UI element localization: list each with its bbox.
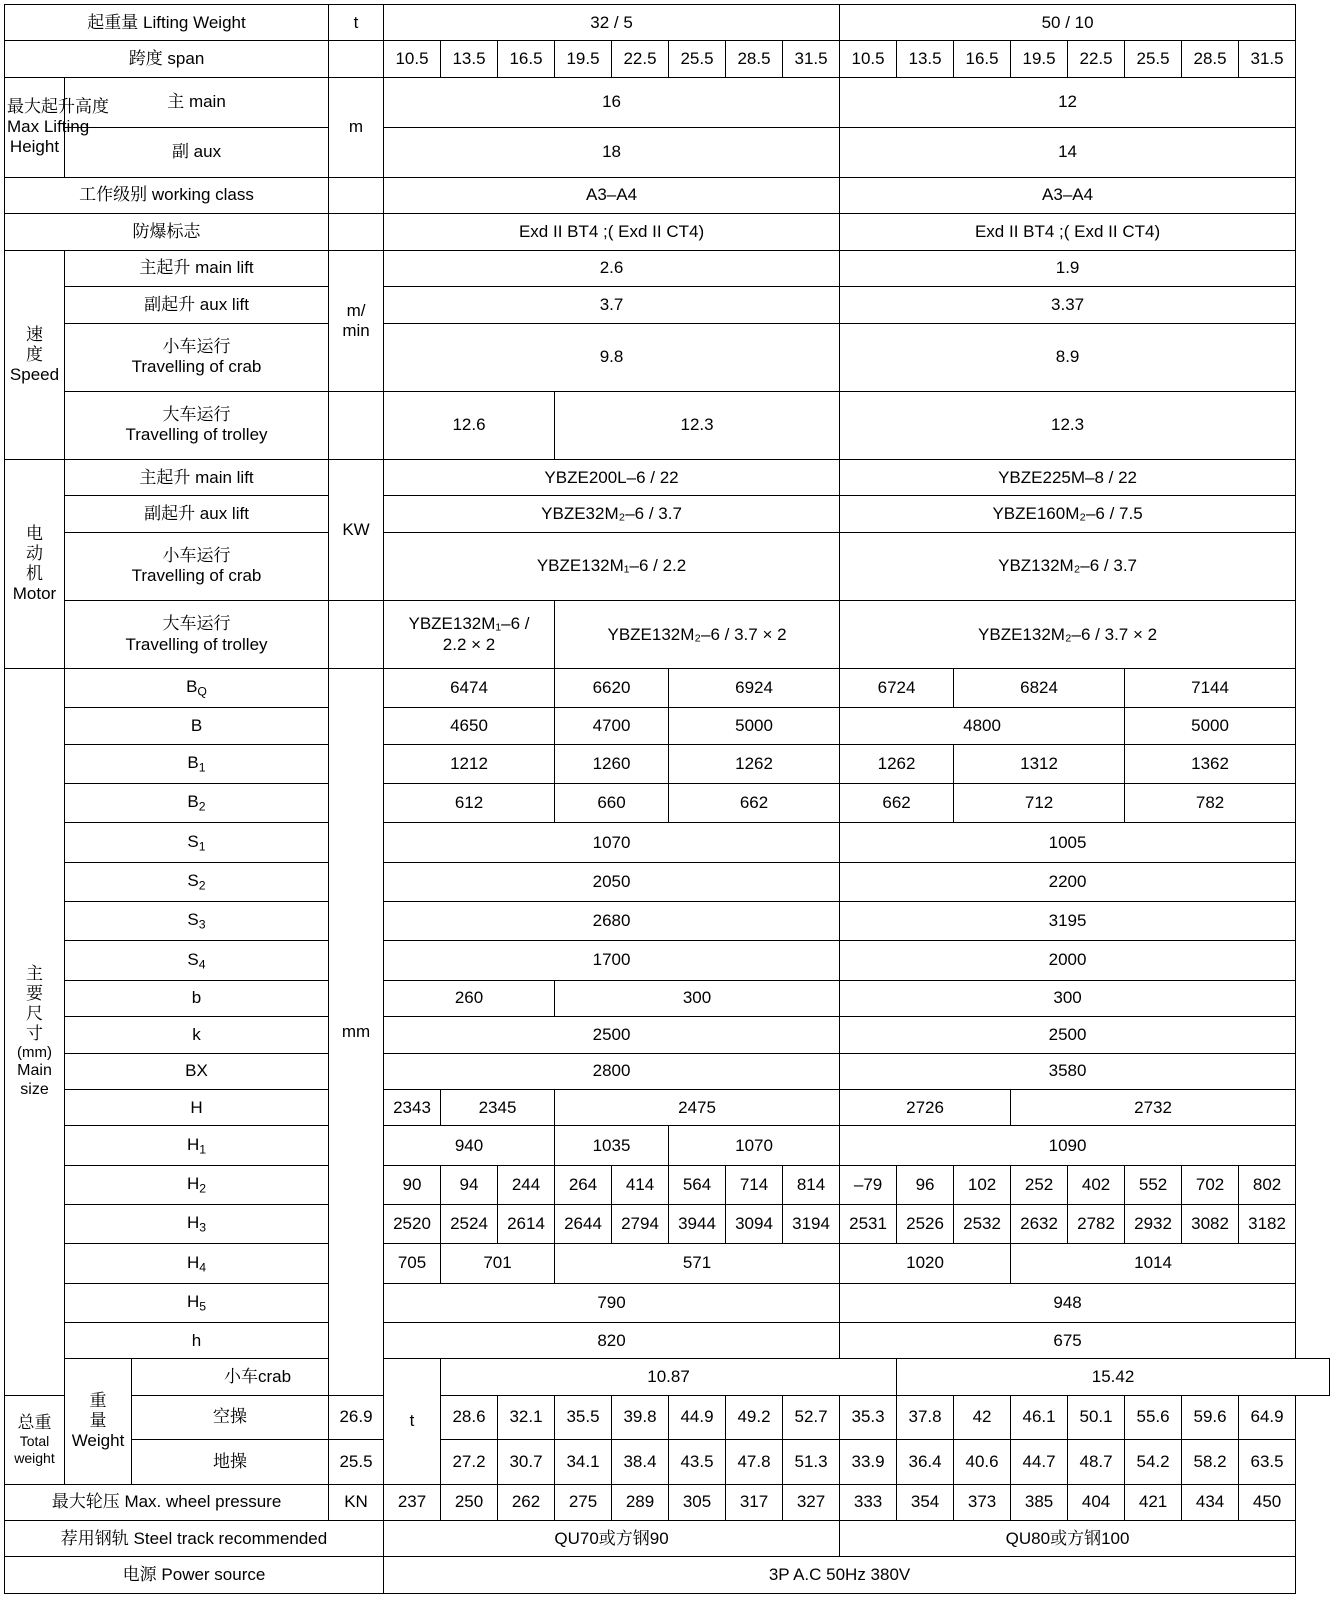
value-H4-g1-0: 705 (384, 1244, 441, 1283)
value-H2-g1-7: 814 (783, 1165, 840, 1204)
value-H3-g2-5: 2932 (1125, 1205, 1182, 1244)
sublabel-size-b: b (65, 980, 329, 1016)
value-speed-aux-lift-g1: 3.7 (384, 287, 840, 323)
value-weight-ground-g1-2: 30.7 (498, 1440, 555, 1484)
value-BX-g1: 2800 (384, 1053, 840, 1089)
value-B2-g1-0: 612 (384, 784, 555, 823)
sublabel-speed-trolley: 大车运行 Travelling of trolley (65, 391, 329, 459)
row-label-max-lifting-height: 最大起升高度 Max Lifting Height (5, 77, 65, 177)
value-H2-g2-4: 402 (1068, 1165, 1125, 1204)
unit-motor: KW (329, 459, 384, 600)
table-row-lifting-weight (5, 5, 1330, 41)
value-steel-track-g2: QU80或方钢100 (840, 1520, 1296, 1556)
value-S3-g2: 3195 (840, 902, 1296, 941)
value-weight-air-g2-5: 55.6 (1125, 1395, 1182, 1439)
value-S1-g2: 1005 (840, 823, 1296, 862)
value-B1-g2-0: 1262 (840, 744, 954, 783)
value-H2-g1-1: 94 (441, 1165, 498, 1204)
value-weight-air-g2-2: 42 (954, 1395, 1011, 1439)
value-weight-ground-g1-4: 38.4 (612, 1440, 669, 1484)
value-speed-trolley-g1a: 12.6 (384, 391, 555, 459)
value-k-g2: 2500 (840, 1017, 1296, 1053)
table-row-weight-crab (5, 1359, 1330, 1395)
value-motor-main-lift-g2: YBZE225M–8 / 22 (840, 459, 1296, 495)
value-motor-trolley-g1a: YBZE132M₁–6 / 2.2 × 2 (384, 600, 555, 668)
value-B1-g1-1: 1260 (555, 744, 669, 783)
value-speed-crab-g2: 8.9 (840, 323, 1296, 391)
row-label-speed: 速 度 Speed (5, 250, 65, 459)
table-row-max-lift-main (5, 77, 1330, 127)
value-b-g1-0: 260 (384, 980, 555, 1016)
sublabel-size-H3: $H_3$ (65, 1205, 329, 1244)
value-weight-ground-g2-2: 40.6 (954, 1440, 1011, 1484)
value-weight-ground-g1-3: 34.1 (555, 1440, 612, 1484)
sublabel-size-B2: $B_2$ (65, 784, 329, 823)
value-H2-g2-3: 252 (1011, 1165, 1068, 1204)
sublabel-size-BQ: $B_Q$ (65, 669, 329, 708)
table-row-size-H2 (5, 1165, 1330, 1204)
value-H3-g1-7: 3194 (783, 1205, 840, 1244)
row-label-power-source: 电源 Power source (5, 1557, 384, 1594)
unit-working-class (329, 177, 384, 213)
sublabel-weight-air: 空操 (132, 1395, 329, 1439)
value-motor-trolley-g2: YBZE132M₂–6 / 3.7 × 2 (840, 600, 1296, 668)
value-H3-g1-1: 2524 (441, 1205, 498, 1244)
row-label-explosion-mark: 防爆标志 (5, 214, 329, 250)
value-B2-g2-0: 662 (840, 784, 954, 823)
value-H3-g2-4: 2782 (1068, 1205, 1125, 1244)
value-H2-g1-3: 264 (555, 1165, 612, 1204)
value-speed-main-lift-g1: 2.6 (384, 250, 840, 286)
value-B-g2-0: 4800 (840, 708, 1125, 744)
table-row-speed-main-lift (5, 250, 1330, 286)
value-H2-g2-1: 96 (897, 1165, 954, 1204)
value-max-lift-aux-g1: 18 (384, 127, 840, 177)
span-g1-5: 25.5 (669, 41, 726, 77)
value-b-g2: 300 (840, 980, 1296, 1016)
value-wheel-g1-7: 327 (783, 1484, 840, 1520)
sublabel-speed-aux-lift: 副起升 aux lift (65, 287, 329, 323)
row-label-motor: 电 动 机 Motor (5, 459, 65, 668)
table-row-size-H (5, 1090, 1330, 1126)
value-weight-ground-g2-1: 36.4 (897, 1440, 954, 1484)
table-row-speed-crab (5, 323, 1330, 391)
value-H3-g2-2: 2532 (954, 1205, 1011, 1244)
value-weight-air-g1-0: 26.9 (329, 1395, 384, 1439)
table-row-max-lift-aux (5, 127, 1330, 177)
value-S4-g1: 1700 (384, 941, 840, 980)
value-weight-ground-g1-1: 27.2 (441, 1440, 498, 1484)
value-BQ-g2-2: 7144 (1125, 669, 1296, 708)
sublabel-motor-aux-lift: 副起升 aux lift (65, 496, 329, 532)
table-row-wheel-pressure (5, 1484, 1330, 1520)
value-H1-g1-1: 1035 (555, 1126, 669, 1165)
value-B-g1-2: 5000 (669, 708, 840, 744)
value-speed-crab-g1: 9.8 (384, 323, 840, 391)
span-g1-4: 22.5 (612, 41, 669, 77)
value-wheel-g1-1: 250 (441, 1484, 498, 1520)
value-weight-air-g2-6: 59.6 (1182, 1395, 1239, 1439)
value-H2-g1-4: 414 (612, 1165, 669, 1204)
value-H-g2-1: 2732 (1011, 1090, 1296, 1126)
value-weight-ground-g1-6: 47.8 (726, 1440, 783, 1484)
value-weight-ground-g2-5: 54.2 (1125, 1440, 1182, 1484)
value-S2-g2: 2200 (840, 862, 1296, 901)
value-H1-g1-0: 940 (384, 1126, 555, 1165)
value-B1-g2-2: 1362 (1125, 744, 1296, 783)
value-b-g1-1: 300 (555, 980, 840, 1016)
value-weight-air-g1-6: 49.2 (726, 1395, 783, 1439)
value-H4-g2-1: 1014 (1011, 1244, 1296, 1283)
value-B1-g1-2: 1262 (669, 744, 840, 783)
table-row-size-B (5, 708, 1330, 744)
sublabel-total-weight: 总重 Total weight (5, 1395, 65, 1484)
value-working-class-g2: A3–A4 (840, 177, 1296, 213)
value-wheel-g1-4: 289 (612, 1484, 669, 1520)
value-weight-ground-g2-0: 33.9 (840, 1440, 897, 1484)
span-g1-2: 16.5 (498, 41, 555, 77)
span-g1-3: 19.5 (555, 41, 612, 77)
value-B2-g1-1: 660 (555, 784, 669, 823)
value-motor-main-lift-g1: YBZE200L–6 / 22 (384, 459, 840, 495)
value-h-g2: 675 (840, 1322, 1296, 1358)
value-H5-g2: 948 (840, 1283, 1296, 1322)
value-speed-main-lift-g2: 1.9 (840, 250, 1296, 286)
value-weight-air-g2-4: 50.1 (1068, 1395, 1125, 1439)
value-explosion-mark-g1: Exd II BT4 ;( Exd II CT4) (384, 214, 840, 250)
table-row-motor-crab (5, 532, 1330, 600)
unit-wheel-pressure: KN (329, 1484, 384, 1520)
value-wheel-g1-5: 305 (669, 1484, 726, 1520)
value-weight-air-g2-0: 35.3 (840, 1395, 897, 1439)
value-B-g2-1: 5000 (1125, 708, 1296, 744)
sublabel-size-BX: BX (65, 1053, 329, 1089)
table-row-size-H3 (5, 1205, 1330, 1244)
value-speed-aux-lift-g2: 3.37 (840, 287, 1296, 323)
table-row-size-h (5, 1322, 1330, 1358)
sublabel-motor-main-lift: 主起升 main lift (65, 459, 329, 495)
value-weight-ground-g1-0: 25.5 (329, 1440, 384, 1484)
sublabel-size-S2: $S_2$ (65, 862, 329, 901)
row-label-steel-track: 荐用钢轨 Steel track recommended (5, 1520, 384, 1556)
value-H2-g1-6: 714 (726, 1165, 783, 1204)
span-g1-6: 28.5 (726, 41, 783, 77)
value-wheel-g1-6: 317 (726, 1484, 783, 1520)
unit-span (329, 41, 384, 77)
value-H4-g1-1: 701 (441, 1244, 555, 1283)
value-H4-g2-0: 1020 (840, 1244, 1011, 1283)
span-g2-7: 31.5 (1239, 41, 1296, 77)
value-motor-aux-lift-g2: YBZE160M₂–6 / 7.5 (840, 496, 1296, 532)
value-weight-air-g1-4: 39.8 (612, 1395, 669, 1439)
value-H2-g2-7: 802 (1239, 1165, 1296, 1204)
sublabel-size-B1: $B_1$ (65, 744, 329, 783)
value-BQ-g1-1: 6620 (555, 669, 669, 708)
table-row-speed-aux-lift (5, 287, 1330, 323)
value-wheel-g2-7: 450 (1239, 1484, 1296, 1520)
span-g2-5: 25.5 (1125, 41, 1182, 77)
table-row-size-S1 (5, 823, 1330, 862)
value-H1-g2: 1090 (840, 1126, 1296, 1165)
table-row-speed-trolley (5, 391, 1330, 459)
value-lifting-weight-g2: 50 / 10 (840, 5, 1296, 41)
sublabel-size-H2: $H_2$ (65, 1165, 329, 1204)
unit-weight: t (384, 1359, 441, 1484)
value-wheel-g1-2: 262 (498, 1484, 555, 1520)
table-row-size-k (5, 1017, 1330, 1053)
value-H5-g1: 790 (384, 1283, 840, 1322)
value-H3-g2-1: 2526 (897, 1205, 954, 1244)
value-BQ-g1-2: 6924 (669, 669, 840, 708)
row-label-working-class: 工作级别 working class (5, 177, 329, 213)
table-row-size-H4 (5, 1244, 1330, 1283)
table-row-steel-track (5, 1520, 1330, 1556)
value-weight-crab-g2: 15.42 (897, 1359, 1330, 1395)
value-H4-g1-2: 571 (555, 1244, 840, 1283)
value-motor-aux-lift-g1: YBZE32M₂–6 / 3.7 (384, 496, 840, 532)
sublabel-size-S1: $S_1$ (65, 823, 329, 862)
value-H3-g2-7: 3182 (1239, 1205, 1296, 1244)
table-row-size-BQ (5, 669, 1330, 708)
crane-specification-table (4, 4, 1330, 1594)
span-g2-2: 16.5 (954, 41, 1011, 77)
sublabel-size-h: h (65, 1322, 329, 1358)
value-H3-g1-4: 2794 (612, 1205, 669, 1244)
table-row-weight-air (5, 1395, 1330, 1439)
table-row-size-b (5, 980, 1330, 1016)
span-g2-6: 28.5 (1182, 41, 1239, 77)
span-g1-7: 31.5 (783, 41, 840, 77)
sublabel-max-lift-aux: 副 aux (65, 127, 329, 177)
value-wheel-g1-3: 275 (555, 1484, 612, 1520)
value-H3-g1-6: 3094 (726, 1205, 783, 1244)
value-weight-ground-g1-5: 43.5 (669, 1440, 726, 1484)
value-wheel-g2-3: 385 (1011, 1484, 1068, 1520)
table-row-working-class (5, 177, 1330, 213)
value-power-source: 3P A.C 50Hz 380V (384, 1557, 1296, 1594)
value-wheel-g2-0: 333 (840, 1484, 897, 1520)
unit-main-size: mm (329, 669, 384, 1396)
value-H1-g1-2: 1070 (669, 1126, 840, 1165)
value-H-g2-0: 2726 (840, 1090, 1011, 1126)
row-label-lifting-weight: 起重量 Lifting Weight (5, 5, 329, 41)
value-motor-trolley-g1b: YBZE132M₂–6 / 3.7 × 2 (555, 600, 840, 668)
value-speed-trolley-g2: 12.3 (840, 391, 1296, 459)
value-H3-g2-3: 2632 (1011, 1205, 1068, 1244)
sublabel-size-S3: $S_3$ (65, 902, 329, 941)
unit-speed-trolley (329, 391, 384, 459)
sublabel-speed-main-lift: 主起升 main lift (65, 250, 329, 286)
value-B-g1-1: 4700 (555, 708, 669, 744)
table-row-size-H1 (5, 1126, 1330, 1165)
value-S3-g1: 2680 (384, 902, 840, 941)
table-row-span (5, 41, 1330, 77)
value-max-lift-main-g2: 12 (840, 77, 1296, 127)
table-row-motor-aux-lift (5, 496, 1330, 532)
value-wheel-g2-5: 421 (1125, 1484, 1182, 1520)
sublabel-size-B: B (65, 708, 329, 744)
value-weight-air-g1-3: 35.5 (555, 1395, 612, 1439)
value-motor-crab-g1: YBZE132M₁–6 / 2.2 (384, 532, 840, 600)
value-weight-air-g1-2: 32.1 (498, 1395, 555, 1439)
value-wheel-g1-0: 237 (384, 1484, 441, 1520)
table-row-motor-main-lift (5, 459, 1330, 495)
value-BQ-g2-1: 6824 (954, 669, 1125, 708)
sublabel-size-H1: $H_1$ (65, 1126, 329, 1165)
table-row-explosion-mark (5, 214, 1330, 250)
value-B2-g2-2: 782 (1125, 784, 1296, 823)
span-g2-3: 19.5 (1011, 41, 1068, 77)
unit-max-lifting-height: m (329, 77, 384, 177)
sublabel-speed-crab: 小车运行 Travelling of crab (65, 323, 329, 391)
sublabel-size-H5: $H_5$ (65, 1283, 329, 1322)
span-g2-0: 10.5 (840, 41, 897, 77)
value-weight-ground-g1-7: 51.3 (783, 1440, 840, 1484)
value-H-g1-0: 2343 (384, 1090, 441, 1126)
value-weight-ground-g2-7: 63.5 (1239, 1440, 1296, 1484)
sublabel-weight-crab: 小车crab (132, 1359, 384, 1395)
sublabel-weight-ground: 地操 (132, 1440, 329, 1484)
sublabel-motor-trolley: 大车运行 Travelling of trolley (65, 600, 329, 668)
value-h-g1: 820 (384, 1322, 840, 1358)
value-BX-g2: 3580 (840, 1053, 1296, 1089)
value-S4-g2: 2000 (840, 941, 1296, 980)
unit-speed: m/ min (329, 250, 384, 391)
value-wheel-g2-4: 404 (1068, 1484, 1125, 1520)
value-speed-trolley-g1b: 12.3 (555, 391, 840, 459)
row-label-weight: 重 量 Weight (65, 1359, 132, 1484)
value-weight-ground-g2-4: 48.7 (1068, 1440, 1125, 1484)
span-g1-1: 13.5 (441, 41, 498, 77)
value-S1-g1: 1070 (384, 823, 840, 862)
value-wheel-g2-2: 373 (954, 1484, 1011, 1520)
value-weight-ground-g2-6: 58.2 (1182, 1440, 1239, 1484)
value-H-g1-1: 2345 (441, 1090, 555, 1126)
value-H2-g2-5: 552 (1125, 1165, 1182, 1204)
value-weight-crab-g1: 10.87 (441, 1359, 897, 1395)
sublabel-size-k: k (65, 1017, 329, 1053)
value-H2-g2-2: 102 (954, 1165, 1011, 1204)
value-BQ-g2-0: 6724 (840, 669, 954, 708)
table-row-weight-ground (5, 1440, 1330, 1484)
value-H2-g1-5: 564 (669, 1165, 726, 1204)
value-weight-air-g1-5: 44.9 (669, 1395, 726, 1439)
value-weight-air-g2-3: 46.1 (1011, 1395, 1068, 1439)
value-k-g1: 2500 (384, 1017, 840, 1053)
value-H2-g1-2: 244 (498, 1165, 555, 1204)
table-row-size-S4 (5, 941, 1330, 980)
table-row-size-H5 (5, 1283, 1330, 1322)
value-max-lift-main-g1: 16 (384, 77, 840, 127)
table-row-size-S2 (5, 862, 1330, 901)
value-working-class-g1: A3–A4 (384, 177, 840, 213)
value-H2-g1-0: 90 (384, 1165, 441, 1204)
value-lifting-weight-g1: 32 / 5 (384, 5, 840, 41)
value-wheel-g2-1: 354 (897, 1484, 954, 1520)
value-H2-g2-6: 702 (1182, 1165, 1239, 1204)
value-weight-air-g2-7: 64.9 (1239, 1395, 1296, 1439)
table-row-size-B1 (5, 744, 1330, 783)
value-wheel-g2-6: 434 (1182, 1484, 1239, 1520)
value-B2-g1-2: 662 (669, 784, 840, 823)
unit-motor-trolley (329, 600, 384, 668)
span-g2-4: 22.5 (1068, 41, 1125, 77)
span-g2-1: 13.5 (897, 41, 954, 77)
table-row-motor-trolley (5, 600, 1330, 668)
value-BQ-g1-0: 6474 (384, 669, 555, 708)
sublabel-max-lift-main: 主 main (65, 77, 329, 127)
value-H3-g1-3: 2644 (555, 1205, 612, 1244)
unit-explosion-mark (329, 214, 384, 250)
table-row-size-S3 (5, 902, 1330, 941)
value-motor-crab-g2: YBZ132M₂–6 / 3.7 (840, 532, 1296, 600)
value-S2-g1: 2050 (384, 862, 840, 901)
value-H3-g2-0: 2531 (840, 1205, 897, 1244)
value-H3-g2-6: 3082 (1182, 1205, 1239, 1244)
value-steel-track-g1: QU70或方钢90 (384, 1520, 840, 1556)
value-max-lift-aux-g2: 14 (840, 127, 1296, 177)
value-H2-g2-0: –79 (840, 1165, 897, 1204)
value-weight-ground-g2-3: 44.7 (1011, 1440, 1068, 1484)
span-g1-0: 10.5 (384, 41, 441, 77)
value-H-g1-2: 2475 (555, 1090, 840, 1126)
row-label-main-size: 主 要 尺 寸 (mm) Main size (5, 669, 65, 1396)
value-explosion-mark-g2: Exd II BT4 ;( Exd II CT4) (840, 214, 1296, 250)
value-weight-air-g1-1: 28.6 (441, 1395, 498, 1439)
row-label-span: 跨度 span (5, 41, 329, 77)
table-row-power-source (5, 1557, 1330, 1594)
sublabel-size-H4: $H_4$ (65, 1244, 329, 1283)
value-B1-g1-0: 1212 (384, 744, 555, 783)
value-B1-g2-1: 1312 (954, 744, 1125, 783)
table-row-size-BX (5, 1053, 1330, 1089)
value-H3-g1-5: 3944 (669, 1205, 726, 1244)
value-H3-g1-0: 2520 (384, 1205, 441, 1244)
row-label-wheel-pressure: 最大轮压 Max. wheel pressure (5, 1484, 329, 1520)
table-row-size-B2 (5, 784, 1330, 823)
value-weight-air-g1-7: 52.7 (783, 1395, 840, 1439)
sublabel-size-H: H (65, 1090, 329, 1126)
value-weight-air-g2-1: 37.8 (897, 1395, 954, 1439)
unit-lifting-weight: t (329, 5, 384, 41)
sublabel-size-S4: $S_4$ (65, 941, 329, 980)
value-B2-g2-1: 712 (954, 784, 1125, 823)
sublabel-motor-crab: 小车运行 Travelling of crab (65, 532, 329, 600)
value-H3-g1-2: 2614 (498, 1205, 555, 1244)
value-B-g1-0: 4650 (384, 708, 555, 744)
